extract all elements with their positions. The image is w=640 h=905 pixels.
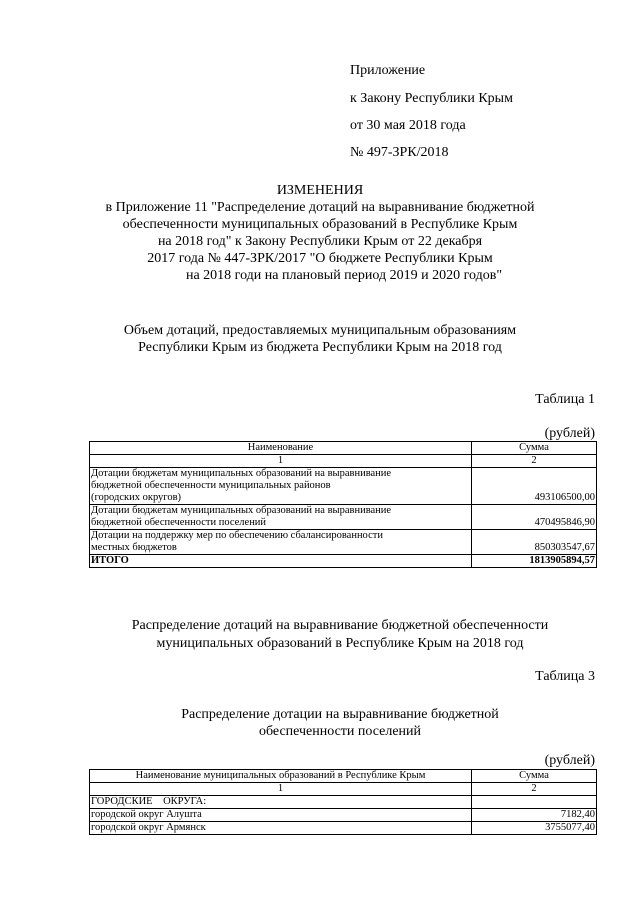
annotation-line-3: от 30 мая 2018 года — [350, 118, 466, 133]
total-label: ИТОГО — [90, 555, 472, 568]
col-number-1: 1 — [90, 455, 472, 468]
section2-heading-line-1: Распределение дотаций на выравнивание бюджетной обеспеченности — [131, 618, 549, 633]
col-number-1: 1 — [90, 783, 472, 796]
table-group-row — [90, 796, 597, 809]
row-sum: 493106500,00 — [472, 468, 597, 505]
row-name: Дотации бюджетам муниципальных образований на выравнивание бюджетной обеспеченности поселений — [90, 505, 472, 530]
table-number-row — [90, 783, 597, 796]
col-header-name: Наименование — [90, 442, 472, 455]
row-name: городской округ Алушта — [90, 809, 472, 822]
table-row — [90, 809, 597, 822]
row-sum: 7182,40 — [472, 809, 597, 822]
section1-heading-line-1: Объем дотаций, предоставляемых муниципальным образованиям — [123, 323, 517, 338]
group-label: ГОРОДСКИЕ ОКРУГА: — [90, 796, 472, 809]
table-total-row — [90, 555, 597, 568]
table3-unit: (рублей) — [544, 753, 595, 768]
section1-heading-line-2: Республики Крым из бюджета Республики Крым на 2018 год — [138, 340, 502, 355]
section2-heading-line-2: муниципальных образований в Республике Крым на 2018 год — [156, 636, 524, 651]
row-name: городской округ Армянск — [90, 822, 472, 835]
table-3 — [89, 769, 597, 835]
table-number-row — [90, 455, 597, 468]
col-header-name: Наименование муниципальных образований в Республике Крым — [90, 770, 472, 783]
row-sum: 470495846,90 — [472, 505, 597, 530]
table3-label: Таблица 3 — [535, 669, 595, 684]
annotation-line-2: к Закону Республики Крым — [350, 91, 513, 106]
row-sum: 850303547,67 — [472, 530, 597, 555]
table-1 — [89, 441, 597, 568]
header-line-5: на 2018 годи на плановый период 2019 и 2020 годов" — [185, 268, 503, 283]
table1-label: Таблица 1 — [535, 392, 595, 407]
header-line-2: обеспеченности муниципальных образований в Республике Крым — [122, 217, 518, 232]
table-row — [90, 530, 597, 555]
col-header-sum: Сумма — [472, 442, 597, 455]
table-header-row — [90, 770, 597, 783]
total-sum: 1813905894,57 — [472, 555, 597, 568]
header-line-1: в Приложение 11 "Распределение дотаций на выравнивание бюджетной — [105, 200, 535, 215]
annotation-line-1: Приложение — [350, 63, 426, 78]
document-title: ИЗМЕНЕНИЯ — [276, 183, 364, 198]
row-name: Дотации на поддержку мер по обеспечению сбалансированности местных бюджетов — [90, 530, 472, 555]
row-name: Дотации бюджетам муниципальных образований на выравнивание бюджетной обеспеченности муниципальных районов (городских округов) — [90, 468, 472, 505]
table-header-row — [90, 442, 597, 455]
header-line-3: на 2018 год" к Закону Республики Крым от 22 декабря — [157, 234, 483, 249]
col-number-2: 2 — [472, 783, 597, 796]
table3-title-line-2: обеспеченности поселений — [258, 724, 422, 739]
table-row — [90, 505, 597, 530]
row-sum: 3755077,40 — [472, 822, 597, 835]
table-row — [90, 468, 597, 505]
table1-unit: (рублей) — [544, 426, 595, 441]
annotation-line-4: № 497-ЗРК/2018 — [350, 145, 449, 160]
col-header-sum: Сумма — [472, 770, 597, 783]
table3-title-line-1: Распределение дотации на выравнивание бюджетной — [181, 707, 499, 722]
table-row — [90, 822, 597, 835]
group-sum-empty — [472, 796, 597, 809]
col-number-2: 2 — [472, 455, 597, 468]
header-line-4: 2017 года № 447-ЗРК/2017 "О бюджете Республики Крым — [147, 251, 493, 266]
